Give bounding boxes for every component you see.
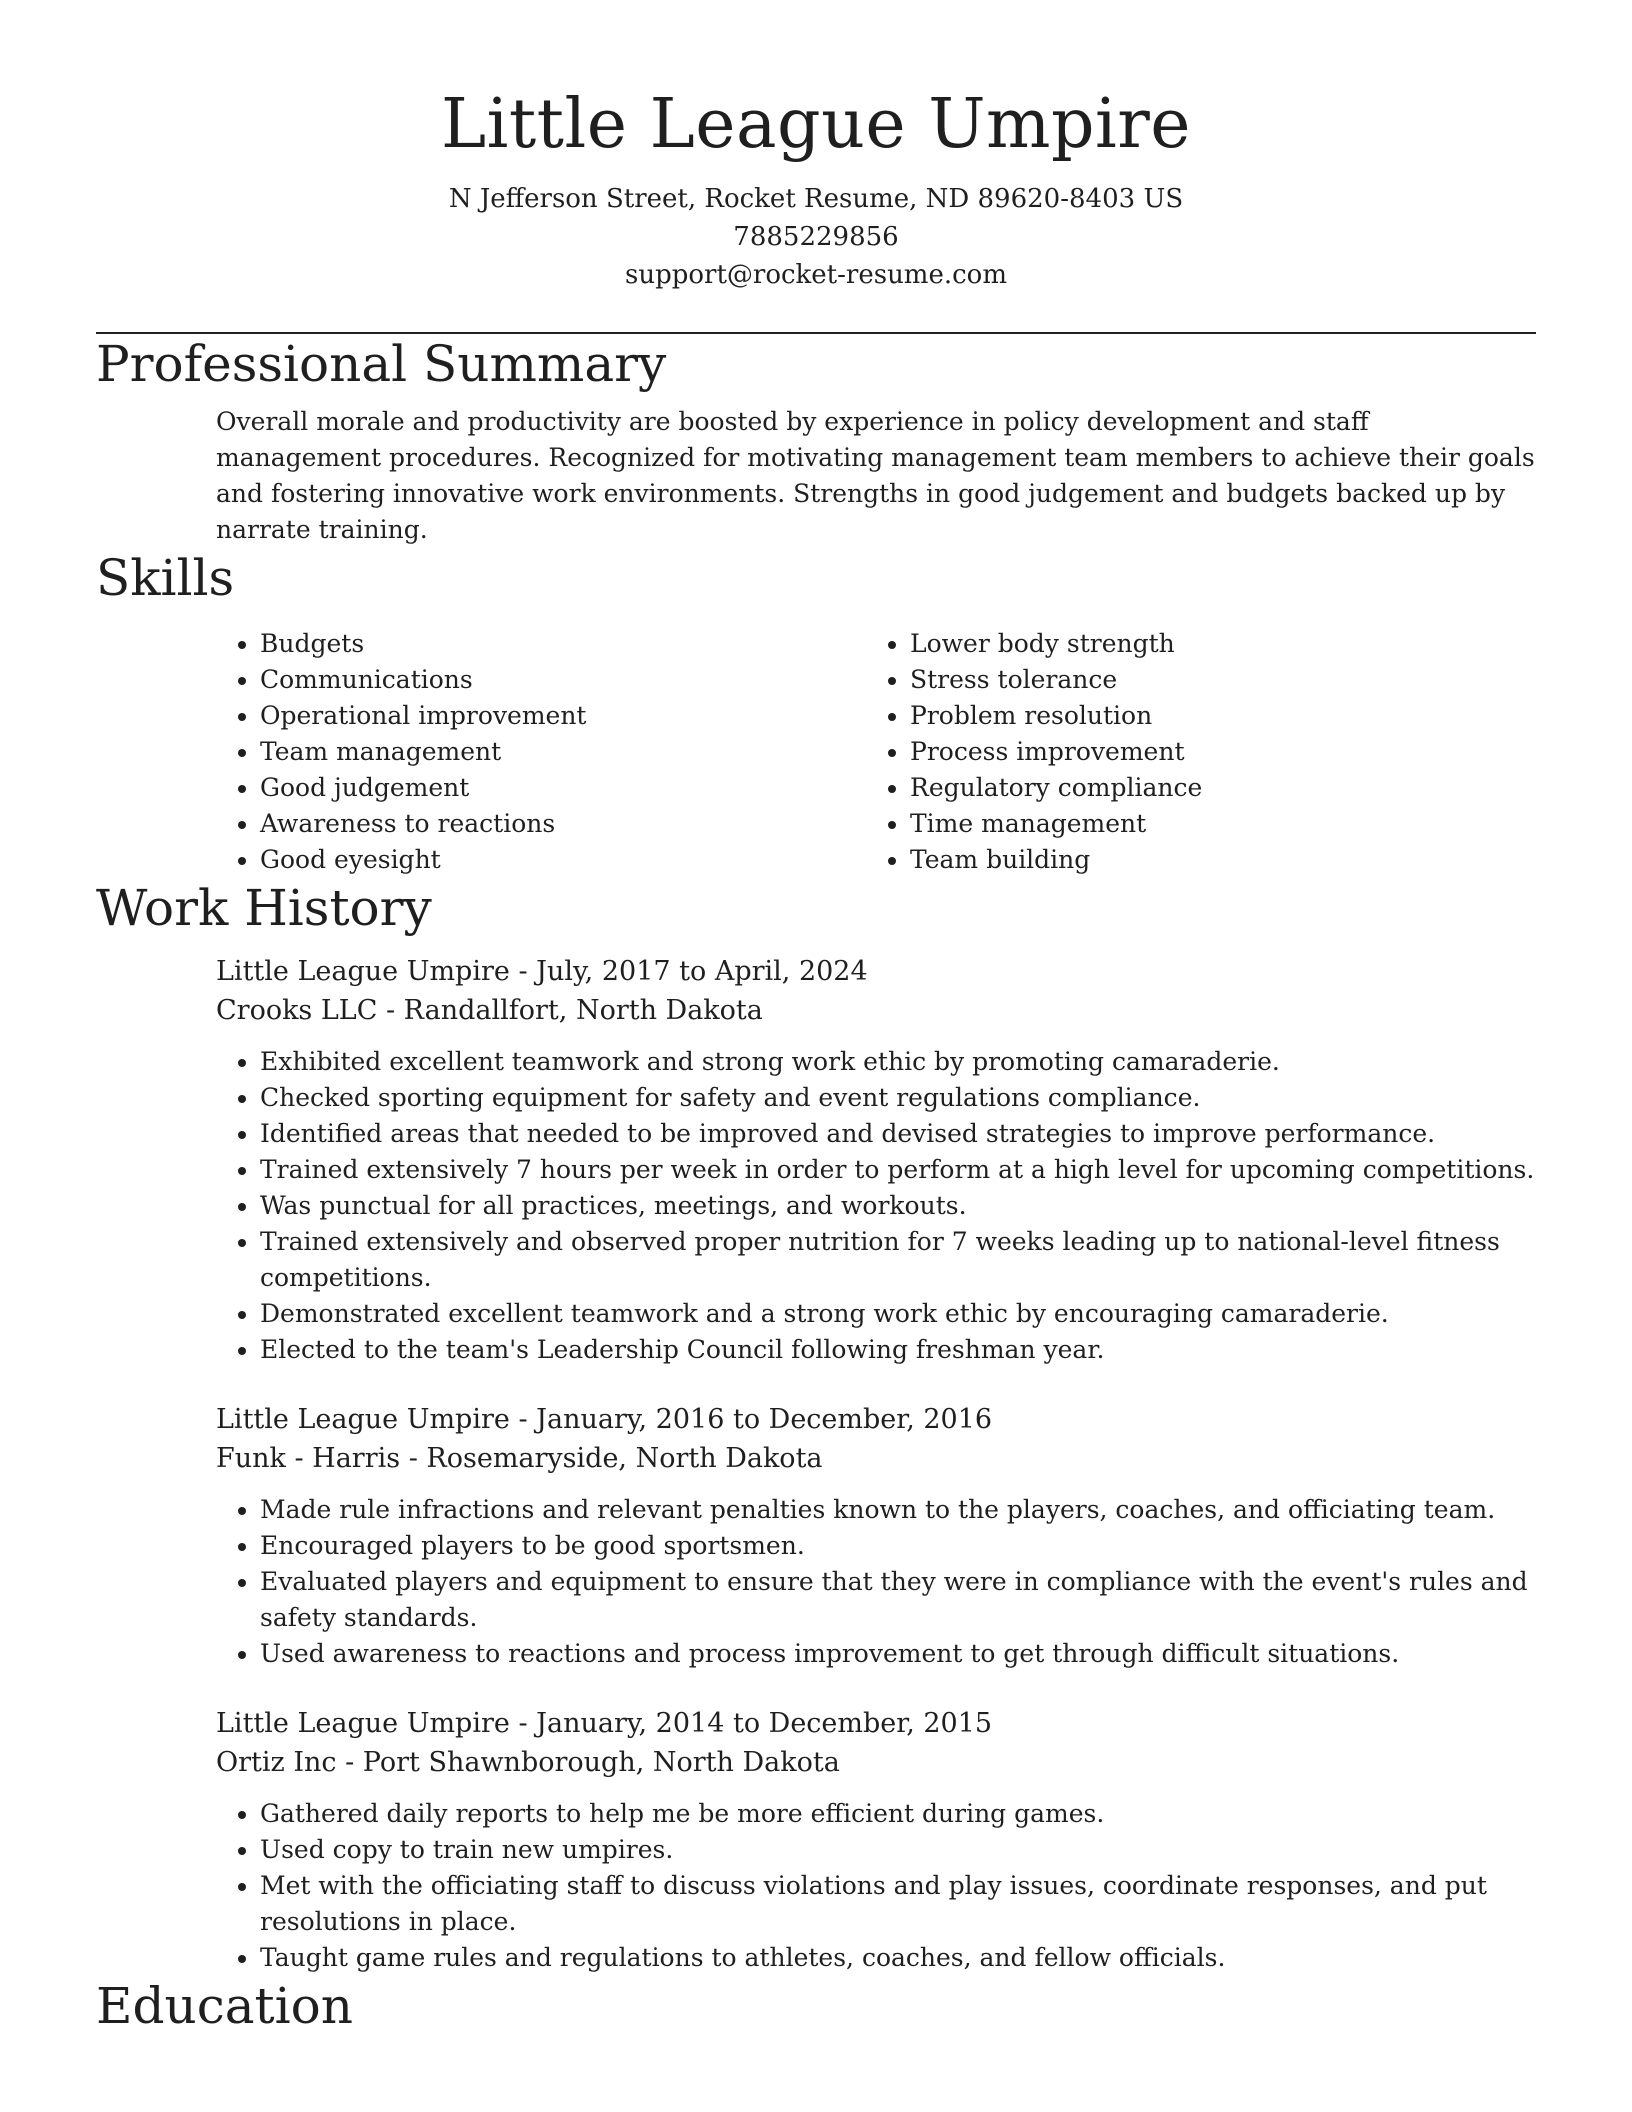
job-entry — [216, 1400, 1536, 1672]
job-bullet: • Was punctual for all practices, meetings, and workouts. — [260, 1188, 1536, 1224]
skill-item: • Budgets — [260, 626, 866, 662]
skill-item: • Good eyesight — [260, 842, 866, 878]
contact-email: support@rocket-resume.com — [624, 260, 1007, 290]
skill-item: • Process improvement — [910, 734, 1516, 770]
job-bullet: • Met with the officiating staff to discuss violations and play issues, coordinate responses, and put resolutions in place. — [260, 1868, 1536, 1940]
job-company-location: Funk - Harris - Rosemaryside, North Dakota — [216, 1443, 823, 1474]
job-bullets — [216, 1492, 1536, 1672]
skill-item: • Team management — [260, 734, 866, 770]
section-title-summary: Professional Summary — [96, 335, 667, 393]
skill-item: • Problem resolution — [910, 698, 1516, 734]
job-bullet: • Gathered daily reports to help me be more efficient during games. — [260, 1796, 1536, 1832]
skill-item: • Stress tolerance — [910, 662, 1516, 698]
section-title-skills: Skills — [96, 549, 235, 607]
skill-item: • Communications — [260, 662, 866, 698]
skill-item: • Awareness to reactions — [260, 806, 866, 842]
job-entry — [216, 952, 1536, 1368]
skill-item: • Good judgement — [260, 770, 866, 806]
job-bullet: • Encouraged players to be good sportsmen. — [260, 1528, 1536, 1564]
job-bullet: • Trained extensively 7 hours per week in order to perform at a high level for upcoming competitions. — [260, 1152, 1536, 1188]
job-bullet: • Evaluated players and equipment to ensure that they were in compliance with the event's rules and safety standards. — [260, 1564, 1536, 1636]
skills-column-left — [216, 626, 866, 878]
skill-item: • Time management — [910, 806, 1516, 842]
job-company-location: Crooks LLC - Randallfort, North Dakota — [216, 995, 763, 1026]
job-bullet: • Checked sporting equipment for safety and event regulations compliance. — [260, 1080, 1536, 1116]
candidate-name: Little League Umpire — [440, 85, 1192, 164]
job-company-location: Ortiz Inc - Port Shawnborough, North Dakota — [216, 1747, 840, 1778]
job-bullet: • Used copy to train new umpires. — [260, 1832, 1536, 1868]
skills-list — [216, 626, 1536, 878]
skill-item: • Lower body strength — [910, 626, 1516, 662]
contact-phone: 7885229856 — [733, 222, 899, 252]
job-title-dates: Little League Umpire - January, 2014 to December, 2015 — [216, 1708, 993, 1739]
job-bullet: • Made rule infractions and relevant penalties known to the players, coaches, and officiating team. — [260, 1492, 1536, 1528]
section-title-education: Education — [96, 1977, 353, 2035]
job-bullet: • Identified areas that needed to be improved and devised strategies to improve performance. — [260, 1116, 1536, 1152]
job-bullet: • Demonstrated excellent teamwork and a strong work ethic by encouraging camaraderie. — [260, 1296, 1536, 1332]
job-bullet: • Elected to the team's Leadership Council following freshman year. — [260, 1332, 1536, 1368]
skill-item: • Operational improvement — [260, 698, 866, 734]
job-bullet: • Exhibited excellent teamwork and strong work ethic by promoting camaraderie. — [260, 1044, 1536, 1080]
job-bullet: • Trained extensively and observed proper nutrition for 7 weeks leading up to national-level fitness competitions. — [260, 1224, 1536, 1296]
section-title-work-history: Work History — [96, 879, 432, 937]
job-title-dates: Little League Umpire - January, 2016 to December, 2016 — [216, 1404, 993, 1435]
job-bullets — [216, 1796, 1536, 1976]
skills-column-right — [866, 626, 1516, 878]
skill-item: • Regulatory compliance — [910, 770, 1516, 806]
job-bullet: • Taught game rules and regulations to athletes, coaches, and fellow officials. — [260, 1940, 1536, 1976]
job-bullet: • Used awareness to reactions and process improvement to get through difficult situations. — [260, 1636, 1536, 1672]
contact-address: N Jefferson Street, Rocket Resume, ND 89620-8403 US — [448, 184, 1184, 214]
resume-page — [96, 0, 1536, 2036]
resume-header — [96, 0, 1536, 294]
job-bullets — [216, 1044, 1536, 1368]
job-title-dates: Little League Umpire - July, 2017 to April, 2024 — [216, 956, 868, 987]
skill-item: • Team building — [910, 842, 1516, 878]
summary-text: Overall morale and productivity are boosted by experience in policy development and staff management procedures. Recognized for motivating management team members to achieve their goals and fostering innovative work environments. Strengths in good judgement and budgets backed up by narrate training. — [216, 407, 1535, 544]
job-entry — [216, 1704, 1536, 1976]
